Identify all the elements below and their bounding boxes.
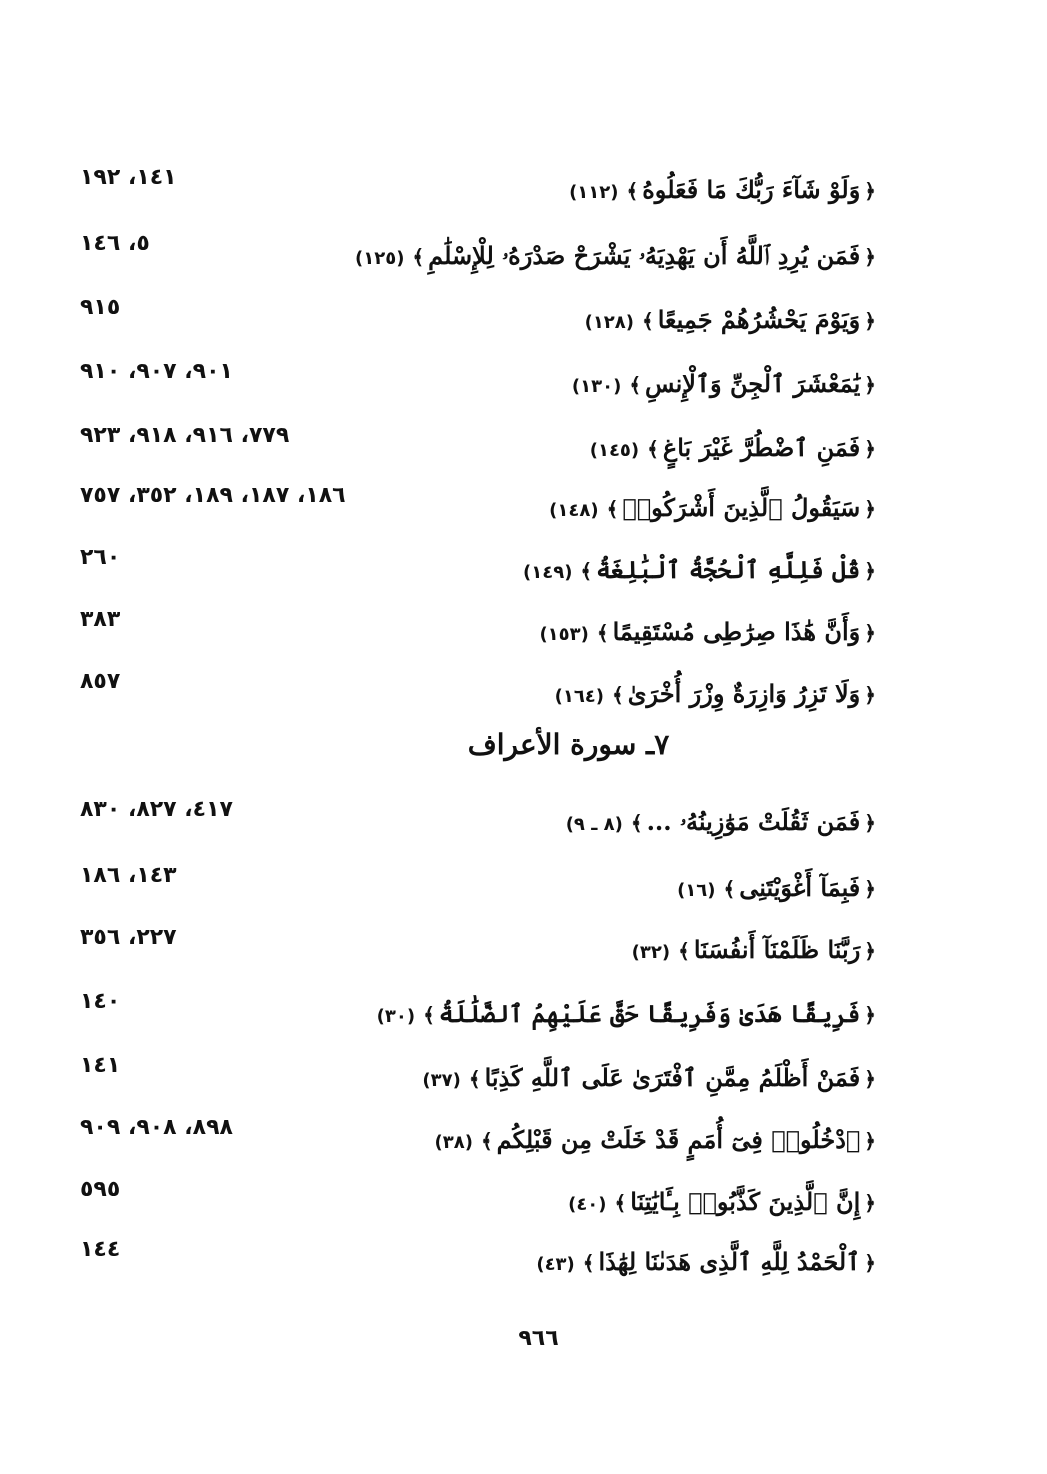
quran-bracket-open: ﴿ — [864, 877, 876, 901]
quran-bracket-open: ﴿ — [864, 497, 876, 521]
verse-text: إِنَّ ٱلَّذِينَ كَذَّبُوا۟ بِـَٔايَٰتِنَا — [630, 1187, 861, 1216]
verse-number: (٣٧) — [422, 1070, 461, 1091]
verse-number: (٣٨) — [434, 1132, 473, 1153]
quran-bracket-close: ﴾ — [612, 683, 624, 707]
verse-text: فَمَن ثَقُلَتْ مَوَٰزِينُهُۥ ... — [646, 807, 861, 836]
index-entry — [70, 165, 880, 212]
verse-text: رَبَّنَا ظَلَمْنَآ أَنفُسَنَا — [693, 935, 861, 964]
quran-bracket-close: ﴾ — [626, 179, 639, 203]
quran-bracket-close: ﴾ — [723, 877, 736, 901]
quran-bracket-open: ﴿ — [864, 373, 876, 397]
verse-text: يَٰمَعْشَرَ ٱلْجِنِّ وَٱلْإِنسِ — [645, 369, 861, 398]
quran-bracket-open: ﴿ — [864, 1251, 876, 1275]
quran-bracket-open: ﴿ — [864, 559, 876, 583]
quran-bracket-close: ﴾ — [614, 1191, 627, 1215]
verse-citation — [581, 302, 880, 341]
index-entry — [70, 1053, 880, 1100]
verse-text: فَمَن يُرِدِ ٱللَّهُ أَن يَهْدِيَهُۥ يَشْرَحْ صَدْرَهُۥ لِلْإِسْلَٰمِ — [428, 241, 861, 270]
page-references: ١٨٦، ١٨٧، ١٨٩، ٣٥٢، ٧٥٧ — [80, 483, 346, 508]
verse-number: (٤٣) — [536, 1254, 575, 1275]
verse-number: (٣٢) — [631, 942, 671, 963]
quran-bracket-close: ﴾ — [596, 621, 609, 645]
verse-number: (١٦) — [677, 880, 716, 901]
verse-text: ٱلْحَمْدُ لِلَّهِ ٱلَّذِى هَدَىٰنَا لِهَٰذَا — [598, 1247, 861, 1276]
index-entry — [70, 669, 880, 716]
quran-bracket-close: ﴾ — [580, 559, 593, 583]
index-entry — [70, 295, 880, 342]
verse-number: (٤٠) — [568, 1194, 607, 1215]
verse-text: قُلْ فَلِلَّهِ ٱلْحُجَّةُ ٱلْبَٰلِغَةُ — [596, 555, 861, 584]
verse-citation — [532, 1244, 880, 1283]
quran-bracket-open: ﴿ — [864, 437, 876, 461]
quran-bracket-close: ﴾ — [582, 1251, 595, 1275]
index-entry — [70, 925, 880, 972]
quran-bracket-close: ﴾ — [480, 1129, 493, 1153]
verse-number: (٨ ـ ٩) — [565, 814, 623, 835]
page-references: ٨٩٨، ٩٠٨، ٩٠٩ — [80, 1115, 233, 1140]
verse-text: فَمَنِ ٱضْطُرَّ غَيْرَ بَاغٍ — [662, 433, 861, 462]
quran-bracket-open: ﴿ — [864, 245, 876, 269]
quran-bracket-close: ﴾ — [468, 1067, 481, 1091]
verse-number: (١٥٣) — [539, 624, 589, 645]
page-references: ٥٩٥ — [80, 1177, 121, 1202]
quran-bracket-close: ﴾ — [606, 497, 619, 521]
verse-citation — [562, 804, 880, 843]
quran-bracket-close: ﴾ — [678, 939, 690, 963]
page-references: ٧٧٩، ٩١٦، ٩١٨، ٩٢٣ — [80, 423, 290, 448]
page-references: ٢٢٧، ٣٥٦ — [80, 925, 177, 950]
index-entry — [70, 359, 880, 406]
page-references: ٨٥٧ — [80, 669, 121, 694]
page-number: ٩٦٦ — [518, 1326, 559, 1351]
verse-number: (٣٠) — [376, 1006, 416, 1027]
index-entry — [70, 423, 880, 470]
verse-text: وَلَا تَزِرُ وَازِرَةٌ وِزْرَ أُخْرَىٰ — [627, 679, 861, 708]
surah-heading: ٧ـ سورة الأعراف — [467, 728, 670, 761]
verse-number: (١١٢) — [569, 182, 619, 203]
quran-bracket-open: ﴿ — [864, 1191, 876, 1215]
verse-number: (١٤٩) — [522, 562, 573, 583]
verse-citation — [551, 676, 880, 715]
verse-citation — [373, 996, 880, 1035]
index-entry — [70, 1115, 880, 1162]
page-references: ١٤٠ — [80, 989, 121, 1014]
verse-citation — [564, 1184, 880, 1223]
quran-bracket-open: ﴿ — [864, 1003, 876, 1027]
page-references: ٤١٧، ٨٢٧، ٨٣٠ — [80, 797, 233, 822]
index-entry — [70, 863, 880, 910]
index-entry — [70, 483, 880, 530]
verse-text: وَلَوْ شَآءَ رَبُّكَ مَا فَعَلُوهُ — [642, 175, 861, 204]
index-entry — [70, 1177, 880, 1224]
quran-bracket-open: ﴿ — [864, 1129, 876, 1153]
verse-citation — [418, 1060, 880, 1099]
quran-bracket-open: ﴿ — [864, 811, 876, 835]
verse-text: وَأَنَّ هَٰذَا صِرَٰطِى مُسْتَقِيمًا — [612, 617, 861, 646]
verse-text: فَمَنْ أَظْلَمُ مِمَّنِ ٱفْتَرَىٰ عَلَى ٱللَّهِ كَذِبًا — [484, 1063, 861, 1092]
verse-text: ٱدْخُلُوا۟ فِىٓ أُمَمٍ قَدْ خَلَتْ مِن قَبْلِكُم — [496, 1125, 861, 1154]
quran-bracket-open: ﴿ — [864, 621, 876, 645]
verse-number: (١٣٠) — [571, 376, 622, 397]
verse-citation — [351, 238, 880, 277]
verse-number: (١٤٨) — [549, 500, 599, 521]
verse-number: (١٤٥) — [589, 440, 640, 461]
page-references: ١٤٣، ١٨٦ — [80, 863, 177, 888]
verse-citation — [431, 1122, 881, 1161]
index-entry — [70, 1237, 880, 1284]
quran-bracket-open: ﴿ — [864, 179, 876, 203]
page-references: ٥، ١٤٦ — [80, 231, 150, 256]
quran-bracket-open: ﴿ — [864, 1067, 876, 1091]
verse-citation — [628, 932, 880, 971]
page-references: ١٤١ — [80, 1053, 121, 1078]
index-entry — [70, 231, 880, 278]
page-references: ١٤٤ — [80, 1237, 121, 1262]
verse-citation — [565, 172, 880, 211]
quran-bracket-open: ﴿ — [864, 309, 876, 333]
page-references: ٣٨٣ — [80, 607, 121, 632]
quran-bracket-close: ﴾ — [412, 245, 425, 269]
verse-citation — [519, 552, 880, 591]
page-references: ٩٠١، ٩٠٧، ٩١٠ — [80, 359, 233, 384]
verse-citation — [586, 430, 880, 469]
index-entry — [70, 989, 880, 1036]
quran-bracket-open: ﴿ — [864, 683, 876, 707]
index-entry — [70, 607, 880, 654]
verse-text: فَبِمَآ أَغْوَيْتَنِى — [739, 873, 861, 902]
page-references: ١٤١، ١٩٢ — [80, 165, 177, 190]
verse-citation — [545, 490, 880, 529]
verse-citation — [673, 870, 880, 909]
page-references: ٩١٥ — [80, 295, 121, 320]
verse-citation — [568, 366, 880, 405]
quran-bracket-open: ﴿ — [864, 939, 876, 963]
quran-bracket-close: ﴾ — [630, 811, 643, 835]
verse-number: (١٦٤) — [554, 686, 605, 707]
page-references: ٢٦٠ — [80, 545, 121, 570]
verse-number: (١٢٨) — [584, 312, 635, 333]
verse-text: سَيَقُولُ ٱلَّذِينَ أَشْرَكُوا۟ — [622, 493, 861, 522]
verse-number: (١٢٥) — [354, 248, 405, 269]
verse-text: وَيَوْمَ يَحْشُرُهُمْ جَمِيعًا — [657, 305, 861, 334]
verse-text: فَرِيقًا هَدَىٰ وَفَرِيقًا حَقَّ عَلَيْهِمُ ٱلضَّلَٰلَةُ — [438, 999, 861, 1028]
quran-bracket-close: ﴾ — [647, 437, 659, 461]
index-entry — [70, 797, 880, 844]
quran-bracket-close: ﴾ — [423, 1003, 435, 1027]
quran-bracket-close: ﴾ — [629, 373, 642, 397]
index-entry — [70, 545, 880, 592]
verse-citation — [535, 614, 880, 653]
quran-bracket-close: ﴾ — [642, 309, 654, 333]
